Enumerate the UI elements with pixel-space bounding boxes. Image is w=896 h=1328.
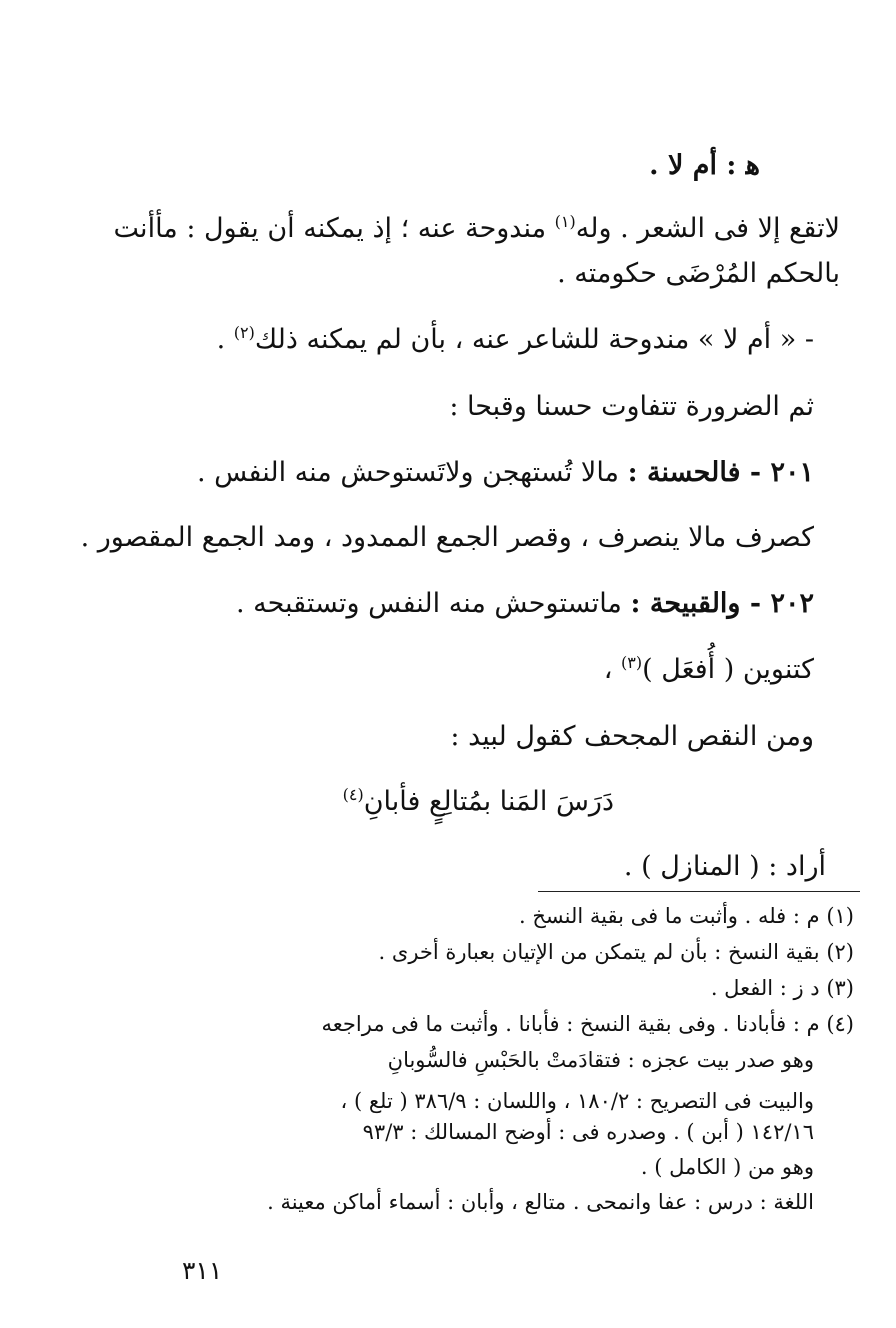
qabiha-number: ٢٠٢ - والقبيحة : (630, 588, 814, 619)
naqs-line: ومن النقص المجحف كقول لبيد : (450, 721, 814, 752)
hasana-number: ٢٠١ - فالحسنة : (627, 457, 814, 488)
footnote-ref-3: (٣) (621, 653, 643, 672)
footnote-1: (١) م : فله . وأثبت ما فى بقية النسخ . (519, 904, 854, 928)
qabiha-line (236, 588, 814, 619)
footnote-4: (٤) م : فأبادنا . وفى بقية النسخ : فأبانا . وأثبت ما فى مراجعه (321, 1012, 854, 1036)
hasana-line (197, 457, 814, 488)
tanwin-line: كتنوين ( أُفعَل )$^{(٣)}$ ، (603, 653, 814, 685)
darura-line: ثم الضرورة تتفاوت حسنا وقبحا : (449, 391, 814, 422)
arad-line: أراد : ( المنازل ) . (623, 851, 826, 882)
footnote-separator (538, 891, 860, 892)
intro-line-2: بالحكم المُرْضَى حكومته . (557, 258, 840, 289)
heading-text: : أم لا . (649, 150, 737, 181)
page-number: ٣١١ (182, 1256, 223, 1285)
hasana-examples: كصرف مالا ينصرف ، وقصر الجمع الممدود ، ومد الجمع المقصور . (80, 522, 814, 553)
heading-mark: ﻫ (745, 150, 760, 181)
footnote-4-cont-3: ١٤٢/١٦ ( أبن ) . وصدره فى : أوضح المسالك : ٩٣/٣ (362, 1120, 814, 1144)
footnote-ref-4: (٤) (342, 785, 364, 804)
footnote-4-cont-2: والبيت فى التصريح : ١٨٠/٢ ، واللسان : ٣٨٦/٩ ( تلع ) ، (340, 1089, 814, 1113)
footnote-4-cont-4: وهو من ( الكامل ) . (640, 1155, 814, 1179)
verse-line: دَرَسَ المَنا بمُتالِعٍ فأبانِ$^{(٤)}$ (342, 785, 614, 817)
hasana-text: مالا تُستهجن ولاتَستوحش منه النفس . (196, 457, 620, 488)
footnote-ref-2: (٢) (233, 323, 255, 342)
footnote-4-cont-5: اللغة : درس : عفا وانمحى . متالع ، وأبان : أسماء أماكن معينة . (267, 1190, 814, 1214)
footnote-2: (٢) بقية النسخ : بأن لم يتمكن من الإتيان بعبارة أخرى . (378, 940, 854, 964)
section-heading (649, 150, 760, 181)
footnote-3: (٣) د ز : الفعل . (710, 976, 854, 1000)
qabiha-text: ماتستوحش منه النفس وتستقبحه . (235, 588, 622, 619)
footnote-ref-1: (١) (554, 212, 576, 231)
footnote-4-cont-1: وهو صدر بيت عجزه : فتقادَمتْ بالحَبْسِ فالسُّوبانِ (387, 1048, 814, 1072)
amla-line: - « أم لا » مندوحة للشاعر عنه ، بأن لم يمكنه ذلك$^{(٢)}$ . (216, 323, 814, 355)
intro-line-1: لاتقع إلا فى الشعر . وله$^{(١)}$ مندوحة عنه ؛ إذ يمكنه أن يقول : مأأنت (113, 212, 840, 244)
